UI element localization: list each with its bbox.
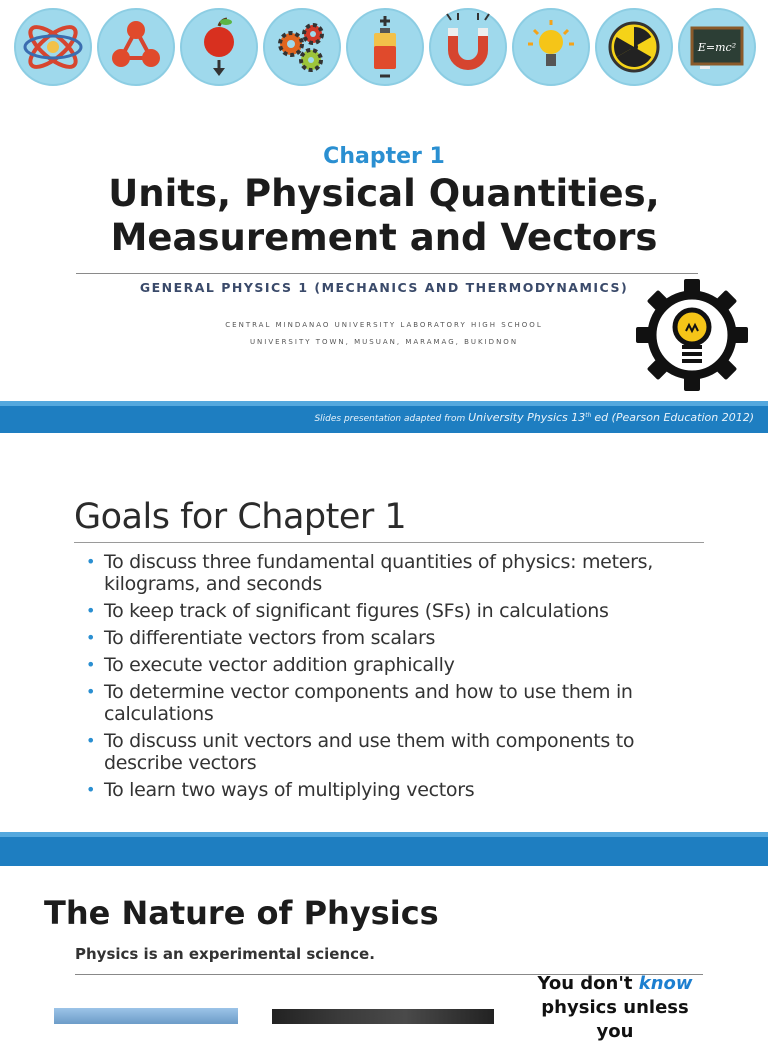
quote-text <box>520 972 710 1044</box>
footer-band <box>0 832 768 866</box>
chalkboard-text: E=mc² <box>697 41 737 54</box>
gears-icon <box>263 8 341 86</box>
course-name: GENERAL PHYSICS 1 (MECHANICS AND THERMODYNAMICS) <box>139 280 629 295</box>
goal-item: • To discuss three fundamental quantities of physics: meters, kilograms, and seconds <box>86 551 696 595</box>
divider <box>76 273 698 274</box>
source-credit: Slides presentation adapted from University Physics 13th ed (Pearson Education 2012) <box>314 411 754 424</box>
science-icon-row <box>14 8 762 90</box>
goal-item: • To execute vector addition graphically <box>86 654 696 676</box>
goals-title: Goals for Chapter 1 <box>74 497 407 537</box>
title-slide <box>0 0 768 432</box>
lab-photo <box>272 1009 494 1024</box>
school-address: UNIVERSITY TOWN, MUSUAN, MARAMAG, BUKIDNON <box>249 338 519 346</box>
falling-apple-icon <box>180 8 258 86</box>
gear-lightbulb-icon <box>630 278 754 392</box>
title-line-2: Measurement and Vectors <box>110 216 658 259</box>
chapter-label: Chapter 1 <box>323 144 445 169</box>
nature-subtitle: Physics is an experimental science. <box>75 945 375 963</box>
slide-title <box>0 172 768 260</box>
title-line-1: Units, Physical Quantities, <box>108 172 660 215</box>
footer-band <box>0 401 768 433</box>
goal-item: • To discuss unit vectors and use them with components to describe vectors <box>86 730 696 774</box>
radiation-icon <box>595 8 673 86</box>
atom-icon <box>14 8 92 86</box>
nature-title: The Nature of Physics <box>44 894 439 932</box>
chalkboard-emc2-icon <box>678 8 756 86</box>
school-name: CENTRAL MINDANAO UNIVERSITY LABORATORY HIGH SCHOOL <box>225 321 543 329</box>
quote-line-2: physics unless you <box>541 997 689 1042</box>
goals-list <box>86 551 696 806</box>
tower-photo <box>54 1008 238 1024</box>
quote-line-1: You don't know <box>537 973 693 994</box>
divider <box>74 542 704 543</box>
goal-item: • To learn two ways of multiplying vectors <box>86 779 696 801</box>
goal-item: • To keep track of significant figures (SFs) in calculations <box>86 600 696 622</box>
magnet-icon <box>429 8 507 86</box>
lightbulb-icon <box>512 8 590 86</box>
goal-item: • To determine vector components and how to use them in calculations <box>86 681 696 725</box>
molecule-icon <box>97 8 175 86</box>
goal-item: • To differentiate vectors from scalars <box>86 627 696 649</box>
battery-icon <box>346 8 424 86</box>
